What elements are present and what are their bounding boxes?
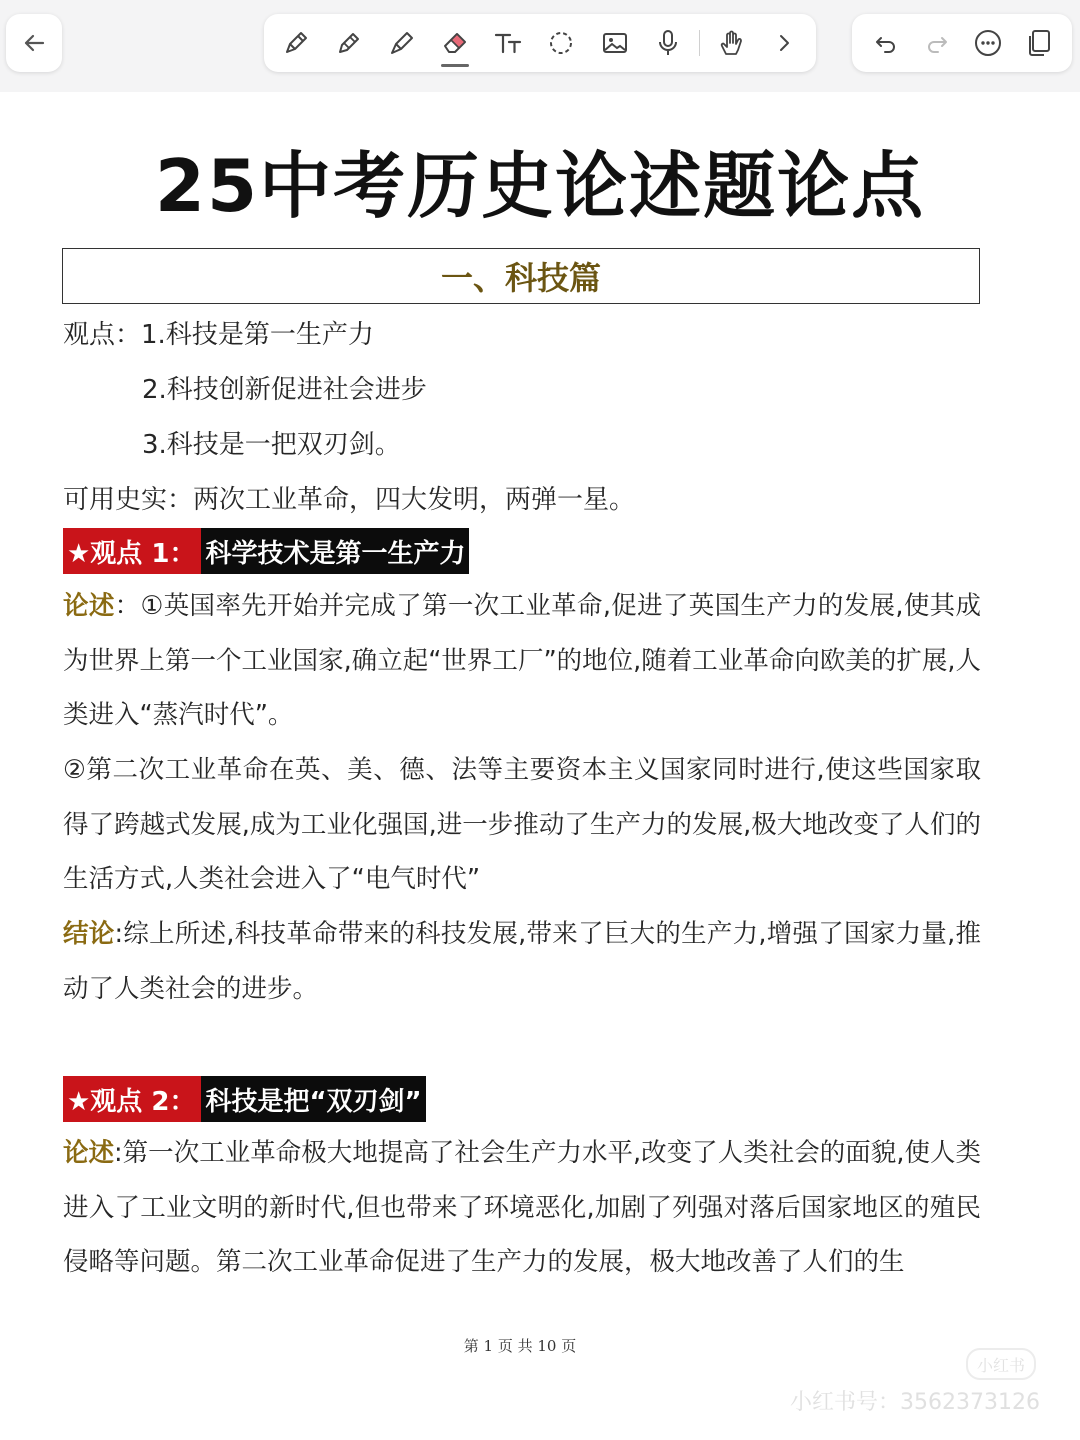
page-footer: 第 1 页 共 10 页 bbox=[463, 1337, 577, 1355]
argument-label: 论述 bbox=[63, 591, 115, 621]
conclusion-label: 结论 bbox=[63, 919, 115, 949]
point1-badge-title: 科学技术是第一生产力 bbox=[201, 528, 469, 574]
image-tool-button[interactable] bbox=[593, 21, 637, 65]
back-group bbox=[6, 14, 62, 72]
back-button[interactable] bbox=[12, 21, 56, 65]
viewpoint-line-1 bbox=[63, 314, 374, 351]
eraser-icon bbox=[440, 28, 470, 58]
arrow-left-icon bbox=[19, 28, 49, 58]
image-icon bbox=[600, 28, 630, 58]
pen-icon bbox=[281, 28, 311, 58]
point1-badge bbox=[63, 528, 469, 574]
watermark-logo: 小红书 bbox=[966, 1348, 1036, 1380]
highlighter-icon bbox=[387, 28, 417, 58]
point1-argument-paragraph bbox=[63, 579, 981, 743]
text-tool-button[interactable] bbox=[486, 21, 530, 65]
section-header-box bbox=[62, 248, 980, 304]
highlighter-tool-button[interactable] bbox=[380, 21, 424, 65]
point2-argument-paragraph bbox=[63, 1126, 981, 1290]
undo-button[interactable] bbox=[864, 21, 908, 65]
section-header: 一、科技篇 bbox=[440, 259, 601, 297]
undo-icon bbox=[871, 28, 901, 58]
top-toolbar bbox=[0, 0, 1080, 92]
point1-argument-paragraph-2: ②第二次工业革命在英、美、德、法等主要资本主义国家同时进行,使这些国家取得了跨越式发展,成为工业化强国,进一步推动了生产力的发展,极大地改变了人们的生活方式,人类社会进入了“电气时代” bbox=[63, 755, 981, 895]
point2-badge-title: 科技是把“双刃剑” bbox=[201, 1076, 425, 1122]
viewpoint-item: 2.科技创新促进社会进步 bbox=[142, 375, 427, 405]
viewpoint-item: 1.科技是第一生产力 bbox=[141, 320, 374, 350]
point2-badge bbox=[63, 1076, 426, 1122]
more-icon bbox=[973, 28, 1003, 58]
actions-group bbox=[852, 14, 1072, 72]
lasso-tool-button[interactable] bbox=[539, 21, 583, 65]
fountain-pen-icon bbox=[334, 28, 364, 58]
text-icon bbox=[493, 28, 523, 58]
history-facts: 可用史实：两次工业革命，四大发明，两弹一星。 bbox=[63, 485, 636, 515]
lasso-icon bbox=[546, 28, 576, 58]
eraser-tool-button[interactable] bbox=[433, 21, 477, 65]
viewpoint-item: 3.科技是一把双刃剑。 bbox=[142, 430, 401, 460]
argument-label: 论述 bbox=[63, 1138, 115, 1168]
fountain-pen-tool-button[interactable] bbox=[327, 21, 371, 65]
point2-badge-label: ★观点 2： bbox=[63, 1076, 201, 1122]
touch-hand-icon bbox=[716, 28, 746, 58]
more-tools-button[interactable] bbox=[762, 21, 806, 65]
watermark-id: 小红书号：3562373126 bbox=[790, 1390, 1040, 1415]
pen-tool-button[interactable] bbox=[274, 21, 318, 65]
argument-text: ：①英国率先开始并完成了第一次工业革命,促进了英国生产力的发展,使其成为世界上第一个工业国家,确立起“世界工厂”的地位,随着工业革命向欧美的扩展,人类进入“蒸汽时代”。 bbox=[63, 591, 981, 731]
page-title: 25中考历史论述题论点 bbox=[154, 144, 926, 228]
tools-group bbox=[264, 14, 816, 72]
chevron-right-icon bbox=[769, 28, 799, 58]
redo-button[interactable] bbox=[915, 21, 959, 65]
toolbar-divider bbox=[699, 30, 700, 56]
point1-badge-label: ★观点 1： bbox=[63, 528, 201, 574]
more-options-button[interactable] bbox=[966, 21, 1010, 65]
microphone-icon bbox=[653, 28, 683, 58]
argument-text: :第一次工业革命极大地提高了社会生产力水平,改变了人类社会的面貌,使人类进入了工业文明的新时代,但也带来了环境恶化,加剧了列强对落后国家地区的殖民侵略等问题。第二次工业革命促进了生产力的发展，极大地改善了人们的生 bbox=[63, 1138, 981, 1278]
redo-icon bbox=[922, 28, 952, 58]
pages-button[interactable] bbox=[1017, 21, 1061, 65]
point1-conclusion-paragraph bbox=[63, 907, 981, 1016]
viewpoints-label: 观点： bbox=[63, 320, 142, 350]
touch-draw-button[interactable] bbox=[709, 21, 753, 65]
conclusion-text: :综上所述,科技革命带来的科技发展,带来了巨大的生产力,增强了国家力量,推动了人类社会的进步。 bbox=[63, 919, 981, 1004]
microphone-tool-button[interactable] bbox=[646, 21, 690, 65]
pages-icon bbox=[1024, 28, 1054, 58]
